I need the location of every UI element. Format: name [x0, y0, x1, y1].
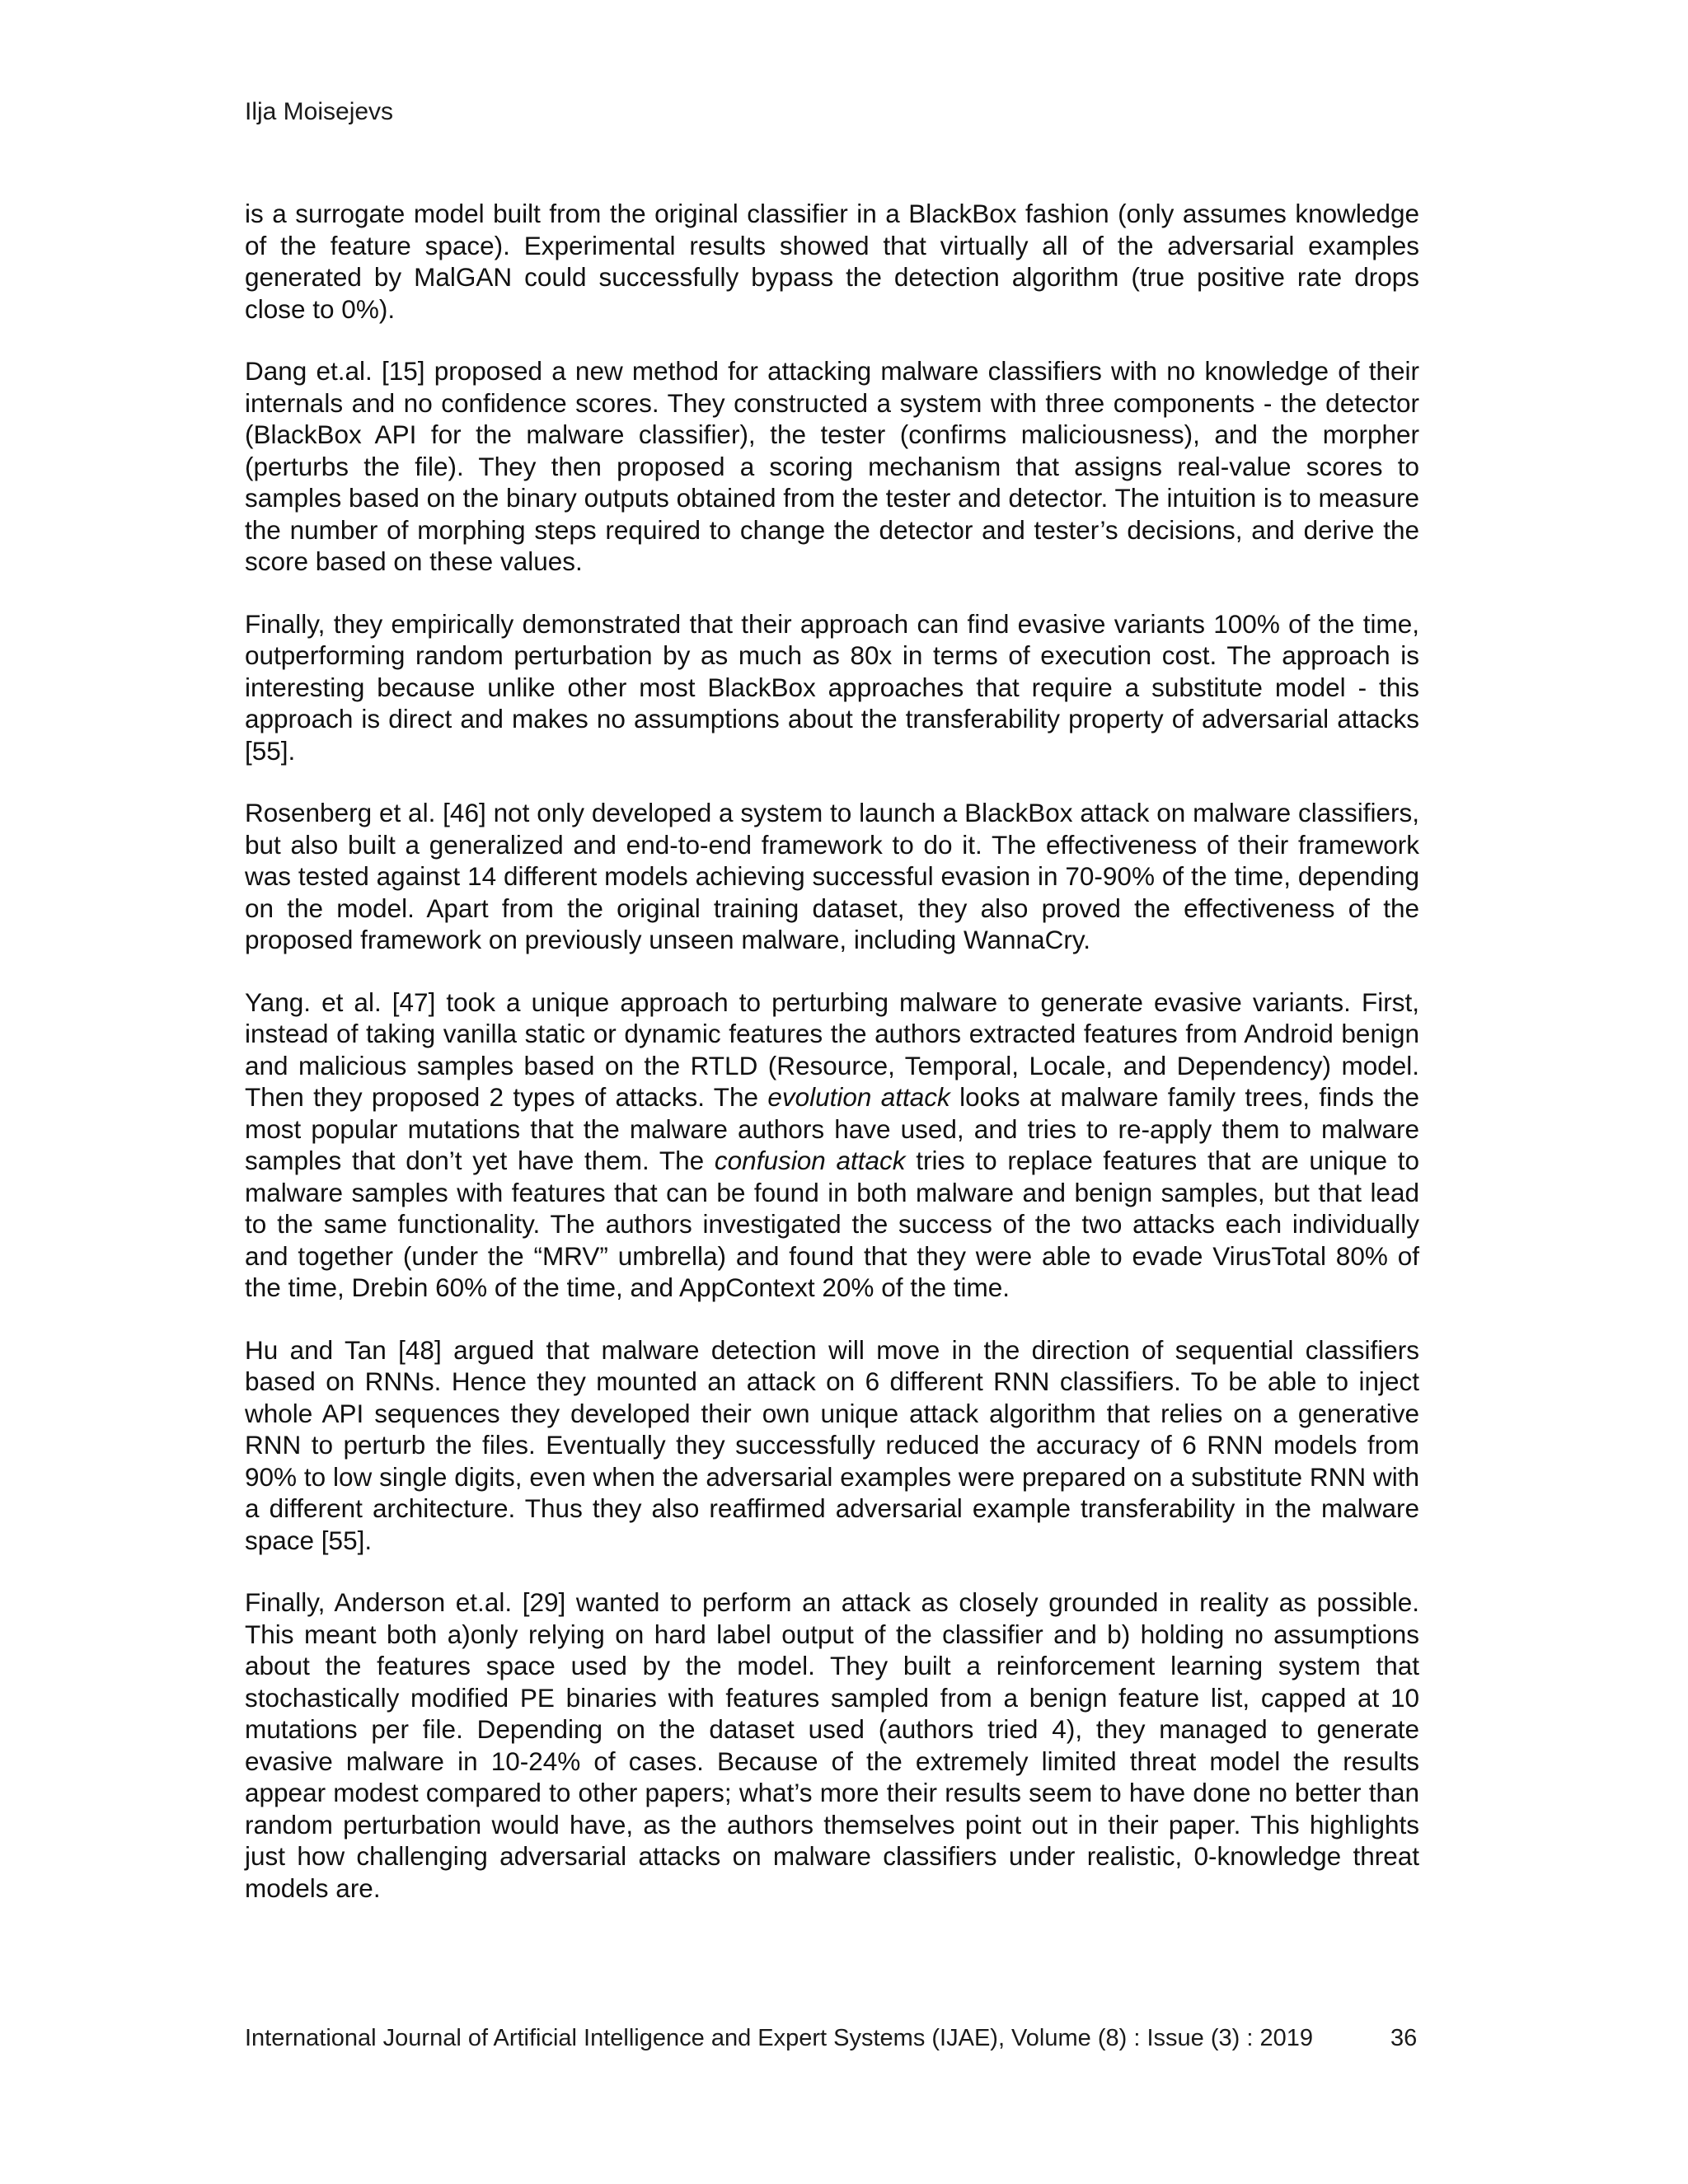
paragraph-yang: [245, 987, 1419, 1304]
paragraph-text: Finally, they empirically demonstrated that their approach can find evasive variants 100% of the time, outperforming random perturbation by as much as 80x in terms of execution cost. The approach is interesting because unlike other most BlackBox approaches that require a substitute model - this approach is direct and makes no assumptions about the transferability property of adversarial attacks [55].: [245, 608, 1419, 766]
paragraph-text: tries to replace features that are unique to malware samples with features that can be found in both malware and benign samples, but that lead to the same functionality. The authors investigated the success of the two attacks each individually and together (under the “MRV” umbrella) and found that they were able to evade VirusTotal 80% of the time, Drebin 60% of the time, and AppContext 20% of the time.: [245, 1146, 1419, 1302]
paragraph-hu-tan: [245, 1334, 1419, 1557]
footer-journal-citation: International Journal of Artificial Intelligence and Expert Systems (IJAE), Volume (8) : Issue (3) : 2019: [245, 2025, 1313, 2051]
paragraph-text: looks at malware family trees, finds the most popular mutations that the malware authors have used, and tries to re-apply them to malware samples that don’t yet have them. The: [245, 1082, 1420, 1175]
italic-term-evolution-attack: evolution attack: [767, 1082, 950, 1112]
paragraph-text: Yang. et al. [47] took a unique approach to perturbing malware to generate evasive variants. First, instead of taking vanilla static or dynamic features the authors extracted features from Android benign and malicious samples based on the RTLD (Resource, Temporal, Locale, and Dependency) model. Then they proposed 2 types of attacks. The: [245, 987, 1419, 1112]
paragraph-malgan: [245, 198, 1419, 325]
italic-term-confusion-attack: confusion attack: [714, 1146, 906, 1175]
body-text: [245, 198, 1419, 1934]
paragraph-text: is a surrogate model built from the original classifier in a BlackBox fashion (only assumes knowledge of the feature space). Experimental results showed that virtually all of the adversarial examples generated by MalGAN could successfully bypass the detection algorithm (true positive rate drops close to 0%).: [245, 199, 1419, 324]
paragraph-text: Hu and Tan [48] argued that malware detection will move in the direction of sequential classifiers based on RNNs. Hence they mounted an attack on 6 different RNN classifiers. To be able to inject whole API sequences they developed their own unique attack algorithm that relies on a generative RNN to perturb the files. Eventually they successfully reduced the accuracy of 6 RNN models from 90% to low single digits, even when the adversarial examples were prepared on a substitute RNN with a different architecture. Thus they also reaffirmed adversarial example transferability in the malware space [55].: [245, 1334, 1419, 1555]
page-number: 36: [1390, 2025, 1418, 2051]
paragraph-rosenberg: [245, 797, 1419, 956]
paragraph-text: Rosenberg et al. [46] not only developed a system to launch a BlackBox attack on malware classifiers, but also built a generalized and end-to-end framework to do it. The effectiveness of their framework was tested against 14 different models achieving successful evasion in 70-90% of the time, depending on the model. Apart from the original training dataset, they also proved the effectiveness of the proposed framework on previously unseen malware, including WannaCry.: [245, 798, 1419, 954]
paragraph-dang: [245, 355, 1419, 578]
running-header-author: Ilja Moisejevs: [245, 98, 394, 125]
paragraph-anderson: [245, 1586, 1419, 1904]
paragraph-dang-results: [245, 608, 1419, 767]
paragraph-text: Finally, Anderson et.al. [29] wanted to perform an attack as closely grounded in reality as possible. This meant both a)only relying on hard label output of the classifier and b) holding no assumptions about the features space used by the model. They built a reinforcement learning system that stochastically modified PE binaries with features sampled from a benign feature list, capped at 10 mutations per file. Depending on the dataset used (authors tried 4), they managed to generate evasive malware in 10-24% of cases. Because of the extremely limited threat model the results appear modest compared to other papers; what’s more their results seem to have done no better than random perturbation would have, as the authors themselves point out in their paper. This highlights just how challenging adversarial attacks on malware classifiers under realistic, 0-knowledge threat models are.: [245, 1587, 1419, 1903]
paragraph-text: Dang et.al. [15] proposed a new method for attacking malware classifiers with no knowledge of their internals and no confidence scores. They constructed a system with three components - the detector (BlackBox API for the malware classifier), the tester (confirms maliciousness), and the morpher (perturbs the file). They then proposed a scoring mechanism that assigns real-value scores to samples based on the binary outputs obtained from the tester and detector. The intuition is to measure the number of morphing steps required to change the detector and tester’s decisions, and derive the score based on these values.: [245, 356, 1419, 576]
